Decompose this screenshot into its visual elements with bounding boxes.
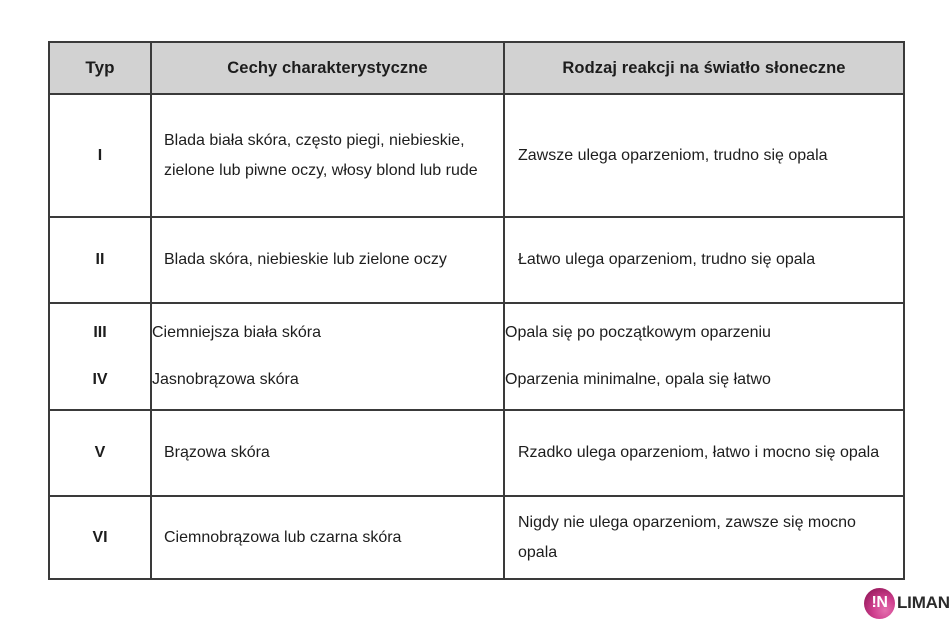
column-header-cechy: Cechy charakterystyczne [151,42,504,94]
cell-rodzaj-text: Łatwo ulega oparzeniom, trudno się opala [518,251,816,269]
table-body [49,94,904,579]
cell-cechy [151,496,504,579]
rodzaj-stack [505,304,903,409]
fitzpatrick-skin-type-table [48,41,903,578]
brand-logo [864,586,950,620]
cell-cechy-merged [151,303,504,410]
table-header-row [49,42,904,94]
table-row [49,410,904,496]
cell-typ: I [49,94,151,217]
cell-rodzaj-3: Opala się po początkowym oparzeniu [505,324,771,342]
cell-cechy-3: Ciemniejsza biała skóra [152,324,321,342]
cell-rodzaj [504,410,904,496]
cell-typ: VI [49,496,151,579]
cell-rodzaj-merged [504,303,904,410]
table-row [49,94,904,217]
cell-rodzaj [504,94,904,217]
column-header-typ: Typ [49,42,151,94]
cell-typ-3: III [93,324,107,342]
column-header-rodzaj: Rodzaj reakcji na światło słoneczne [504,42,904,94]
logo-mark-text: !N [871,594,888,611]
cell-typ: V [49,410,151,496]
logo-wordmark: LIMAN [897,593,950,612]
cell-rodzaj [504,217,904,303]
table-row-merged-3-4 [49,303,904,410]
cell-cechy-text: Ciemnobrązowa lub czarna skóra [164,528,402,546]
cell-cechy-text: Blada biała skóra, często piegi, niebieskie, zielone lub piwne oczy, włosy blond lub rude [164,131,478,179]
table [48,41,905,580]
cell-typ-merged [49,303,151,410]
cell-rodzaj-text: Zawsze ulega oparzeniom, trudno się opala [518,146,828,164]
cell-rodzaj-text: Rzadko ulega oparzeniom, łatwo i mocno się opala [518,444,880,462]
typ-stack [50,304,150,409]
cell-typ: II [49,217,151,303]
cell-rodzaj-text: Nigdy nie ulega oparzeniom, zawsze się mocno opala [518,513,856,561]
cell-cechy-text: Blada skóra, niebieskie lub zielone oczy [164,251,447,269]
cell-typ-4: IV [92,370,108,388]
cell-rodzaj [504,496,904,579]
cechy-stack [152,304,503,409]
cell-cechy-4: Jasnobrązowa skóra [152,370,299,388]
table-row [49,217,904,303]
inliman-circle-icon [864,588,895,619]
cell-cechy [151,410,504,496]
cell-cechy-text: Brązowa skóra [164,444,270,462]
cell-cechy [151,94,504,217]
table-header [49,42,904,94]
table-row [49,496,904,579]
cell-rodzaj-4: Oparzenia minimalne, opala się łatwo [505,370,771,388]
cell-cechy [151,217,504,303]
